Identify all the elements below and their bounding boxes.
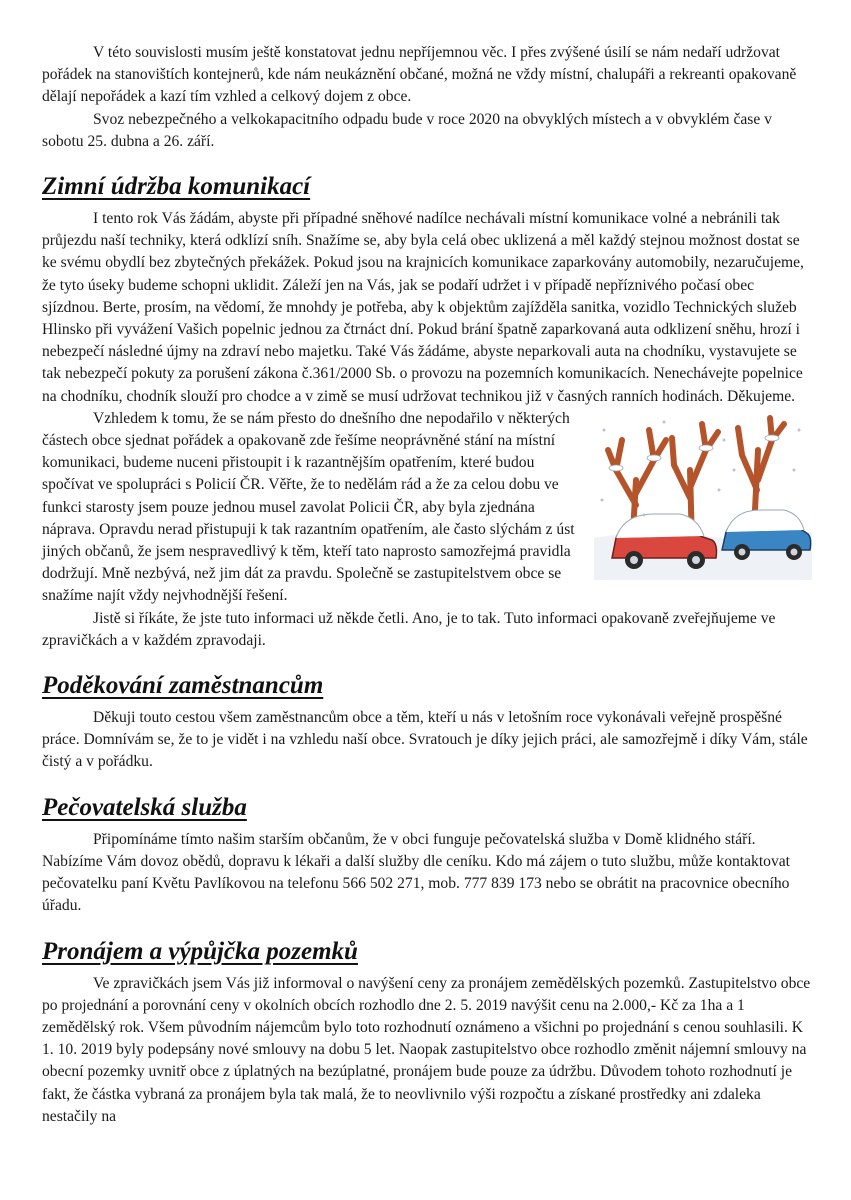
intro-paragraph-waste-collection: Svoz nebezpečného a velkokapacitního odpadu bude v roce 2020 na obvyklých místech a v obvyklém čase v sobotu 25. dubna a 26. září. [42,110,772,150]
thanks-paragraph: Děkuji touto cestou všem zaměstnancům obce a těm, kteří u nás v letošním roce vykonávali veřejně prospěšné práce. Domnívám se, že to je vidět i na vzhledu naší obce. Svratouch je díky jejich práci, ale samozřejmě i díky Vám, stále čistý a v pořádku. [42,709,808,771]
intro-paragraph-containers: V této souvislosti musím ještě konstatovat jednu nepříjemnou věc. I přes zvýšené úsilí se nám nedaří udržovat pořádek na stanovištích kontejnerů, kde nám neukáznění občané, možná ne vždy místní, chalupáři a rekreanti opakovaně dělají nepořádek a kazí tím vzhled a celkový dojem z obce. [42,44,797,106]
winter-paragraph-2: Vzhledem k tomu, že se nám přesto do dnešního dne nepodařilo v některých částech obce sjednat pořádek a opakovaně zde řešíme neoprávněné stání na místní komunikaci, budeme nuceni přistoupit i k razantnějším opatřením, které budou spočívat ve spolupráci s Policií ČR. Věřte, že to nedělám rád a že za celou dobu ve funkci starosty jsem pouze jednou musel zavolat Policii ČR, aby byla zjednána náprava. Opravdu nerad přistupuji k tak razantním opatřením, ale často slýchám z úst jiných občanů, že jsem nespravedlivý k těm, kteří tato naprosto samozřejmá pravidla dodržují. Mně nezbývá, než jim dát za pravdu. Společně se zastupitelstvem obce se snažíme najít vždy nejvhodnější řešení. [42,409,575,605]
heading-land-lease: Pronájem a výpůjčka pozemků [42,937,358,965]
care-paragraph: Připomínáme tímto našim starším občanům, že v obci funguje pečovatelská služba v Domě klidného stáří. Nabízíme Vám dovoz obědů, dopravu k lékaři a další služby dle ceníku. Kdo má zájem o tuto službu, může kontaktovat pečovatelku paní Květu Pavlíkovou na telefonu 566 502 271, mob. 777 839 173 nebo se obrátit na pracovnice obecního úřadu. [42,830,791,915]
winter-paragraph-3: Jistě si říkáte, že jste tuto informaci už někde četli. Ano, je to tak. Tuto informaci opakovaně zveřejňujeme ve zpravičkách a v každém zpravodaji. [42,609,776,649]
document-page [42,42,812,1128]
land-paragraph: Ve zpravičkách jsem Vás již informoval o navýšení ceny za pronájem zemědělských pozemků. Zastupitelstvo obce po projednání a porovnání ceny v okolních obcích rozhodlo dne 2. 5. 2019 navýšit cenu na 2.000,- Kč za 1ha a 1 zemědělský rok. Všem původním nájemcům bylo toto rozhodnutí oznámeno a všichni po projednání s cenou souhlasili. K 1. 10. 2019 byly podepsány nové smlouvy na dobu 5 let. Naopak zastupitelstvo obce rozhodlo změnit nájemní smlouvy na obecní pozemky uvnitř obce z úplatných na bezúplatné, pronájem bude pouze za údržbu. Důvodem tohoto rozhodnutí je fakt, že částka vybraná za pronájem byla tak malá, že to neovlivnilo výši rozpočtu a získané prostředky ani zdaleka nestačily na [42,974,811,1125]
snowy-cars-under-trees-illustration [594,410,812,580]
heading-care-service: Pečovatelská služba [42,793,247,821]
heading-thanks-employees: Poděkování zaměstnancům [42,672,324,700]
heading-winter-maintenance: Zimní údržba komunikací [42,173,311,201]
winter-paragraph-1: I tento rok Vás žádám, abyste při případné sněhové nadílce nechávali místní komunikace volné a nebránili tak průjezdu naší techniky, která odklízí sníh. Snažíme se, aby byla celá obec uklizená a měl každý stejnou možnost dostat se ke svému obydlí bez zbytečných překážek. Pokud jsou na krajnicích komunikace zaparkovány automobily, nezaručujeme, že tyto úseky budeme schopni uklidit. Záleží jen na Vás, jak se podaří udržet i v případě nepříznivého počasí obec sjízdnou. Berte, prosím, na vědomí, že mnohdy je potřeba, aby k objektům zajížděla sanitka, vozidlo Technických služeb Hlinsko při vyvážení Vašich popelnic jednou za čtrnáct dní. Pokud brání špatně zaparkovaná auta odklizení sněhu, hrozí i nebezpečí následné újmy na zdraví nebo majetku. Také Vás žádáme, abyste neparkovali auta na chodníku, vystavujete se tak nebezpečí pokuty za porušení zákona č.361/2000 Sb. o provozu na pozemních komunikacích. Nenechávejte popelnice na chodníku, chodník slouží pro chodce a v zimě se musí udržovat technikou již v časných ranních hodinách. Děkujeme. [42,210,804,405]
